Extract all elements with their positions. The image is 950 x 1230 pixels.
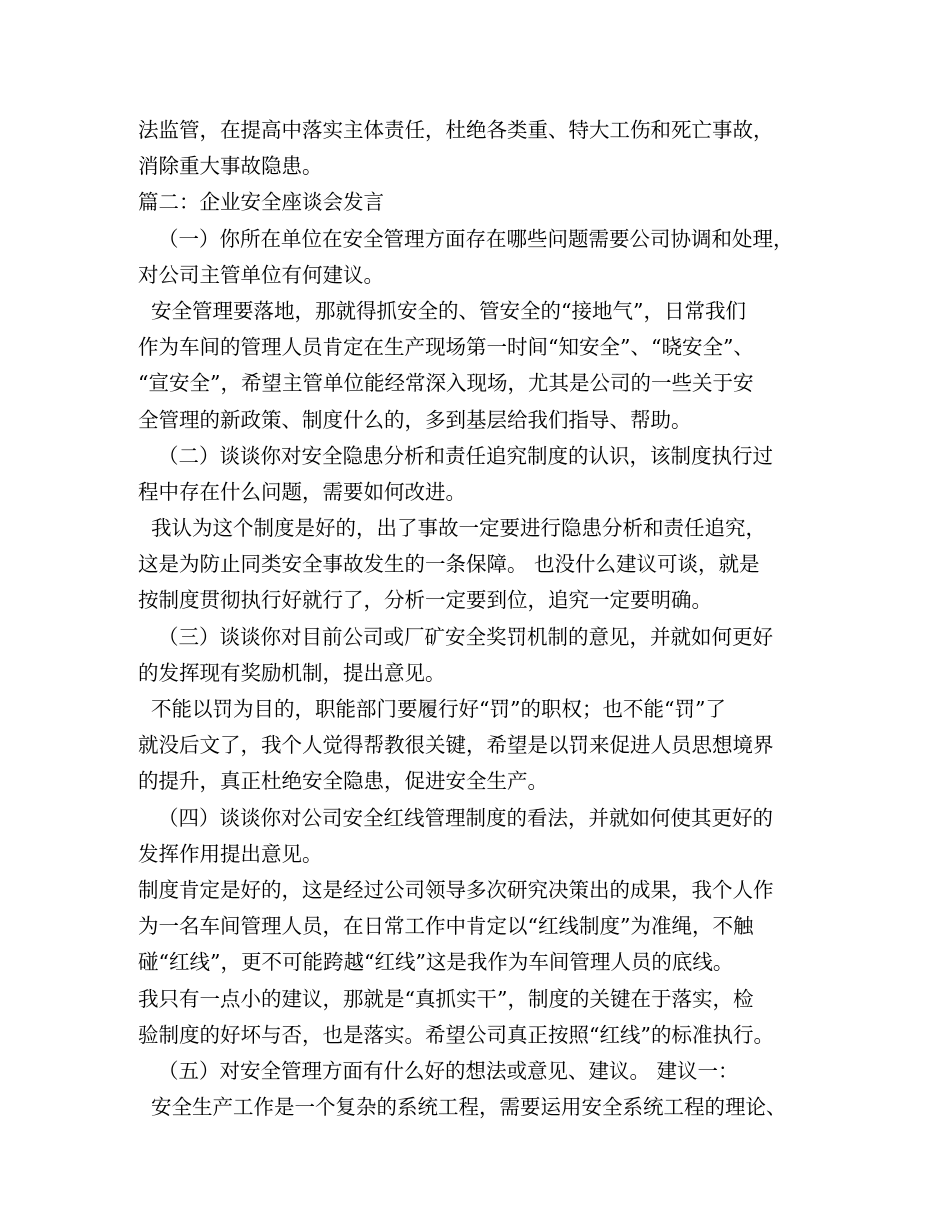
text-line: 安全管理要落地，那就得抓安全的、管安全的“接地气”，日常我们 bbox=[151, 298, 746, 323]
text-line: 作为车间的管理人员肯定在生产现场第一时间“知安全”、“晓安全”、 bbox=[138, 335, 754, 360]
text-line: 法监管，在提高中落实主体责任，杜绝各类重、特大工伤和死亡事故， bbox=[138, 118, 774, 142]
text-line: 这是为防止同类安全事故发生的一条保障。 也没什么建议可谈，就是 bbox=[138, 552, 760, 577]
text-line: 全管理的新政策、制度什么的，多到基层给我们指导、帮助。 bbox=[138, 407, 692, 432]
text-line: 我认为这个制度是好的，出了事故一定要进行隐患分析和责任追究， bbox=[151, 516, 766, 541]
text-line: 就没后文了，我个人觉得帮教很关键，希望是以罚来促进人员思想境界 bbox=[138, 733, 774, 758]
text-line: 验制度的好坏与否，也是落实。希望公司真正按照“红线”的标准执行。 bbox=[138, 1022, 774, 1047]
text-line: 篇二：企业安全座谈会发言 bbox=[138, 190, 384, 215]
text-line: 消除重大事故隐患。 bbox=[138, 154, 323, 179]
text-line: 按制度贯彻执行好就行了，分析一定要到位，追究一定要明确。 bbox=[138, 588, 712, 613]
text-line: （二）谈谈你对安全隐患分析和责任追究制度的认识，该制度执行过 bbox=[158, 443, 773, 468]
text-line: 安全生产工作是一个复杂的系统工程，需要运用安全系统工程的理论、 bbox=[151, 1095, 787, 1120]
text-line: 的发挥现有奖励机制，提出意见。 bbox=[138, 660, 446, 685]
text-line: 不能以罚为目的，职能部门要履行好“罚”的职权；也不能“罚”了 bbox=[151, 697, 726, 721]
document-body bbox=[138, 112, 828, 1125]
text-line: （一）你所在单位在安全管理方面存在哪些问题需要公司协调和处理， bbox=[158, 226, 794, 251]
text-line: “宣安全”，希望主管单位能经常深入现场，尤其是公司的一些关于安 bbox=[138, 371, 754, 396]
text-line: 我只有一点小的建议，那就是“真抓实干”，制度的关键在于落实，检 bbox=[138, 986, 754, 1011]
text-line: 为一名车间管理人员，在日常工作中肯定以“红线制度”为准绳，不触 bbox=[138, 914, 754, 939]
text-line: （三）谈谈你对目前公司或厂矿安全奖罚机制的意见，并就如何更好 bbox=[158, 624, 773, 649]
text-line: 程中存在什么问题，需要如何改进。 bbox=[138, 479, 466, 504]
text-line: 制度肯定是好的，这是经过公司领导多次研究决策出的成果，我个人作 bbox=[138, 877, 774, 902]
text-line: 发挥作用提出意见。 bbox=[138, 841, 323, 866]
text-line: 对公司主管单位有何建议。 bbox=[138, 262, 384, 287]
text-line: （五）对安全管理方面有什么好的想法或意见、建议。 建议一： bbox=[158, 1058, 739, 1083]
text-line: （四）谈谈你对公司安全红线管理制度的看法，并就如何使其更好的 bbox=[158, 805, 773, 830]
text-line: 碰“红线”，更不可能跨越“红线”这是我作为车间管理人员的底线。 bbox=[138, 950, 734, 975]
text-line: 的提升，真正杜绝安全隐患，促进安全生产。 bbox=[138, 769, 548, 794]
